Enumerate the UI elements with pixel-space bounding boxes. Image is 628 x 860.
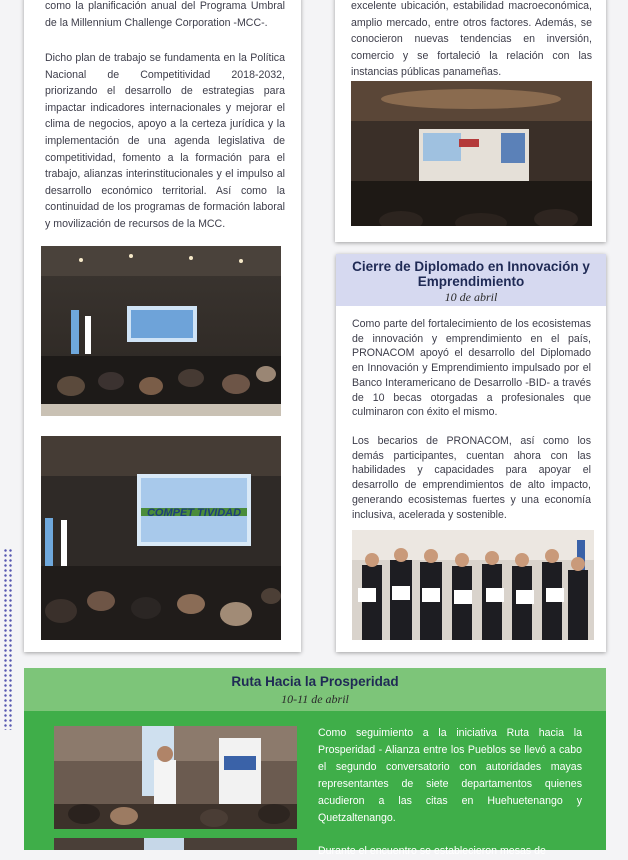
ruta-photo-second <box>54 838 297 850</box>
event-photo-conference <box>351 81 592 226</box>
left-body-text: Dicho plan de trabajo se fundamenta en la Política Nacional de Competitividad 2018-2032, priorizando el desarrollo de estrategias para impactar indicadores internacionales y mejorar el clima de negocios, apoyo a la certeza jurídica y la implementación de una agenda legislativa de competitividad, fomento a la formación para el trabajo, alianzas interinstitucionales y el impulso al desarrollo económico territorial. Así como la continuidad de los programas de formación laboral y movilización de recursos de la MCC. <box>45 52 285 230</box>
diplomado-title: Cierre de Diplomado en Innovación y Emprendimiento <box>352 259 590 289</box>
left-article-card <box>24 0 301 652</box>
ruta-paragraph-2: Durante el encuentro se establecieron mesas de <box>318 845 546 857</box>
diplomado-graduates-photo <box>352 530 594 640</box>
right-top-card <box>335 0 606 242</box>
diplomado-paragraph-2: Los becarios de PRONACOM, así como los demás participantes, cuentan ahora con las habilidades y capacidades para apoyar el desarrollo de emprendimientos de alto impacto, generando ecosistemas fuertes y una economía inclusiva, acelerada y sostenible. <box>352 435 591 521</box>
ruta-date: 10-11 de abril <box>281 692 349 706</box>
ruta-photo-speaker <box>54 726 297 829</box>
diplomado-header <box>336 254 606 306</box>
right-intro-text: excelente ubicación, estabilidad macroeconómica, amplio mercado, entre otros factores. Además, se conocieron nuevas tendencias en inversión, comercio y se fortaleció la relación con las instancias públicas panameñas. <box>351 0 592 79</box>
ruta-title: Ruta Hacia la Prosperidad <box>231 674 399 689</box>
decorative-dots <box>3 548 13 730</box>
left-intro-text: como la planificación anual del Programa Umbral de la Millennium Challenge Corporation -MCC-. <box>45 0 285 29</box>
diplomado-date: 10 de abril <box>444 290 498 304</box>
event-photo-competitividad <box>41 436 281 640</box>
screen-text: COMPET TIVIDAD <box>146 507 242 519</box>
ruta-paragraph-1: Como seguimiento a la iniciativa Ruta hacia la Prosperidad - Alianza entre los Pueblos se llevó a cabo el segundo conversatorio con autoridades mayas representantes de siete departamentos quienes acudieron a las citas en Huehuetenango y Quetzaltenango. <box>318 727 582 824</box>
ruta-header <box>24 668 606 711</box>
diplomado-card <box>336 254 606 652</box>
diplomado-paragraph-1: Como parte del fortalecimiento de los ecosistemas de innovación y emprendimiento en el país, PRONACOM apoyó el desarrollo del Diplomado en Innovación y Emprendimiento impulsado por el Banco Interamericano de Desarrollo -BID- a través de 10 becas otorgadas a profesionales que culminaron con éxito el mismo. <box>352 318 591 419</box>
event-photo-audience <box>41 246 281 416</box>
